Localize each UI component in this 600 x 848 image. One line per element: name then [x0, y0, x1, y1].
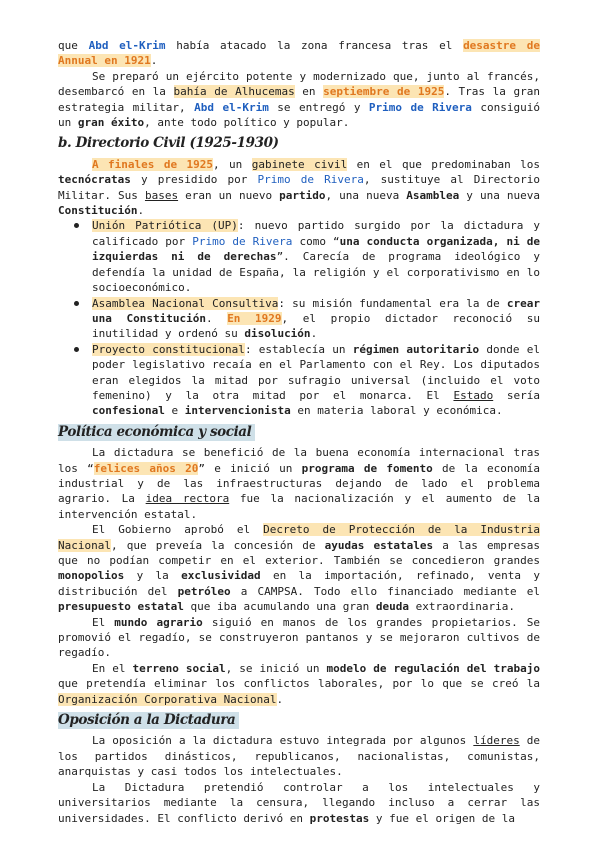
- bold-term: tecnócratas: [58, 173, 131, 187]
- text: fue la nacionalización y el aumento de la intervención estatal.: [58, 492, 540, 521]
- text: La Dictadura pretendió controlar a los intelectuales y universitarios mediante la censura, llegando incluso a cerrar las universidades. El conflicto derivó en: [58, 780, 540, 825]
- text: consiguió un: [58, 100, 541, 130]
- highlight-term: desastre de Annual en 1921: [58, 39, 540, 68]
- underlined-term: Estado: [453, 388, 494, 402]
- paragraph-intelectuales: [58, 780, 540, 826]
- bold-term: protestas: [309, 811, 370, 825]
- text: como “: [292, 234, 340, 248]
- section-heading-oposicion: Oposición a la Dictadura: [58, 712, 239, 729]
- section-heading-directorio-civil: b. Directorio Civil (1925-1930): [58, 135, 279, 152]
- text: de los partidos dinásticos, republicanos, nacionalistas, comunistas, anarquistas y casi todos los intelectuales.: [58, 734, 540, 779]
- text: , un: [212, 157, 252, 171]
- highlight-term: Primo de Rivera: [192, 234, 293, 248]
- bullet-icon: [74, 223, 79, 228]
- bold-term: Asamblea: [406, 188, 460, 202]
- text: que pretendía eliminar los conflictos laborales, por lo que se creó la: [58, 677, 540, 691]
- bold-term: programa de fomento: [301, 461, 433, 475]
- text: sería: [493, 388, 540, 402]
- text: , ante todo político y popular.: [144, 116, 350, 130]
- text: El: [92, 615, 115, 629]
- bold-term: disolución: [244, 327, 311, 341]
- highlight-term: Unión Patriótica (UP): [92, 219, 238, 233]
- highlight-term: gabinete civil: [251, 157, 348, 171]
- text: en la importación, refinado, venta y distribución del: [58, 569, 540, 598]
- text: , sustituye al Directorio Militar. Sus: [58, 173, 540, 202]
- underlined-term: idea rectora: [145, 492, 230, 506]
- text: . Tras la gran estrategia militar,: [58, 85, 540, 114]
- text: .: [205, 311, 228, 325]
- highlight-term: Decreto de Protección de la Industria Nacional: [58, 523, 540, 552]
- bullet-icon: [74, 347, 79, 352]
- paragraph-social: [58, 661, 540, 707]
- paragraph-agrario: [58, 615, 540, 661]
- highlight-term: Abd el-Krim: [194, 100, 269, 114]
- highlight-term: Primo de Rivera: [368, 100, 472, 114]
- underlined-term: líderes: [473, 734, 520, 748]
- list-item-union-patriotica: [92, 218, 540, 295]
- highlight-term: Organización Corporativa Nacional: [58, 692, 277, 706]
- text: , que preveía la concesión de: [110, 538, 325, 552]
- bold-term: presupuesto estatal: [58, 600, 184, 614]
- text: y fue el origen de la: [369, 811, 515, 825]
- bold-term: confesional: [92, 404, 165, 418]
- text: , una nueva: [325, 188, 407, 202]
- text: : su misión fundamental era la de: [278, 296, 507, 310]
- highlight-term: bahía de Alhucemas: [173, 85, 295, 99]
- highlight-term: En 1929: [227, 311, 282, 325]
- highlight-term: felices años 20: [93, 461, 199, 475]
- bold-term: petróleo: [177, 584, 231, 598]
- bold-term: mundo agrario: [114, 615, 203, 629]
- bold-term: Constitución: [58, 204, 138, 218]
- highlight-term: Proyecto constitucional: [92, 342, 245, 356]
- text: La dictadura se benefició de la buena economía internacional tras los “: [58, 446, 540, 475]
- paragraph-annual: [58, 38, 540, 69]
- text: se entregó y: [268, 100, 369, 114]
- bold-term: intervencionista: [184, 404, 291, 418]
- highlight-term: Abd el-Krim: [88, 39, 166, 52]
- bold-term: modelo de regulación del trabajo: [326, 661, 540, 675]
- text: donde el poder legislativo recaía en el Parlamento con el Rey. Los diputados eran elegidos la mitad por sufragio universal (incluido el voto femenino) y la otra mitad por el monarca. El: [92, 342, 540, 402]
- text: .: [150, 54, 158, 68]
- paragraph-economia: [58, 445, 540, 522]
- text: y presidido por: [130, 173, 258, 187]
- text: y la: [124, 569, 182, 583]
- paragraph-oposicion: [58, 733, 540, 779]
- text: ” e inició un: [198, 461, 302, 475]
- text: , se inició un: [225, 661, 327, 675]
- highlight-term: septiembre de 1925: [323, 85, 445, 99]
- text: e: [164, 404, 185, 418]
- paragraph-directorio: [58, 157, 540, 219]
- text: Se preparó un ejército potente y modernizado que, junto al francés, desembarcó en la: [58, 69, 540, 99]
- text: había atacado la zona francesa tras el: [165, 39, 464, 52]
- text: En el: [92, 661, 133, 675]
- text: ”. Carecía de programa ideológico y defendía la unidad de España, la religión y el corporativismo en lo socioeconómico.: [92, 250, 540, 295]
- bold-term: ayudas estatales: [324, 538, 434, 552]
- text: siguió en manos de los grandes propietarios. Se promovió el regadío, se construyeron pantanos y se mejoraron cultivos de regadío.: [58, 615, 541, 660]
- text: .: [137, 204, 145, 218]
- highlight-term: Asamblea Nacional Consultiva: [92, 296, 279, 310]
- text: que: [58, 39, 89, 52]
- text: : establecía un: [244, 342, 353, 356]
- text: y una nueva: [459, 188, 540, 202]
- text: a las empresas que no podían competir en el exterior. También se concedieron grandes: [58, 538, 540, 567]
- text: eran un nuevo: [178, 188, 280, 202]
- text: La oposición a la dictadura estuvo integrada por algunos: [92, 734, 474, 748]
- text: a CAMPSA. Todo ello financiado mediante el: [230, 584, 540, 598]
- bold-term: deuda: [375, 600, 410, 614]
- bullet-list: [58, 218, 540, 418]
- section-heading-politica-economica: Política económica y social: [58, 424, 255, 441]
- text: en: [294, 85, 324, 99]
- bold-term: monopolios: [58, 569, 125, 583]
- underlined-term: bases: [144, 188, 179, 202]
- bold-term: terreno social: [132, 661, 226, 675]
- text: .: [310, 327, 318, 341]
- text: en materia laboral y económica.: [290, 404, 503, 418]
- list-item-proyecto: [92, 342, 540, 419]
- bold-term: una conducta organizada, ni de izquierdas ni de derechas: [92, 234, 541, 264]
- highlight-term: A finales de 1925: [92, 157, 213, 171]
- text: , el propio dictador reconoció su inutilidad y ordenó su: [92, 311, 540, 341]
- paragraph-decreto: [58, 522, 540, 614]
- text: de la economía industrial y de las infraestructuras dejando de lado el problema agrario. La: [58, 461, 540, 506]
- bold-term: exclusividad: [181, 569, 261, 583]
- list-item-asamblea: [92, 296, 540, 342]
- bold-term: régimen autoritario: [352, 342, 480, 356]
- bold-term: partido: [279, 188, 326, 202]
- text: que iba acumulando una gran: [183, 600, 376, 614]
- text: extraordinaria.: [409, 600, 515, 614]
- highlight-term: Primo de Rivera: [257, 173, 364, 187]
- text: en el que predominaban los: [347, 157, 541, 171]
- bullet-icon: [74, 301, 79, 306]
- text: El Gobierno aprobó el: [92, 523, 264, 537]
- bold-term: crear una Constitución: [92, 296, 541, 325]
- bold-term: gran éxito: [77, 116, 145, 130]
- paragraph-alhucemas: [58, 69, 540, 131]
- text: : nuevo partido surgido por la dictadura y calificado por: [92, 219, 540, 248]
- text: .: [276, 692, 284, 706]
